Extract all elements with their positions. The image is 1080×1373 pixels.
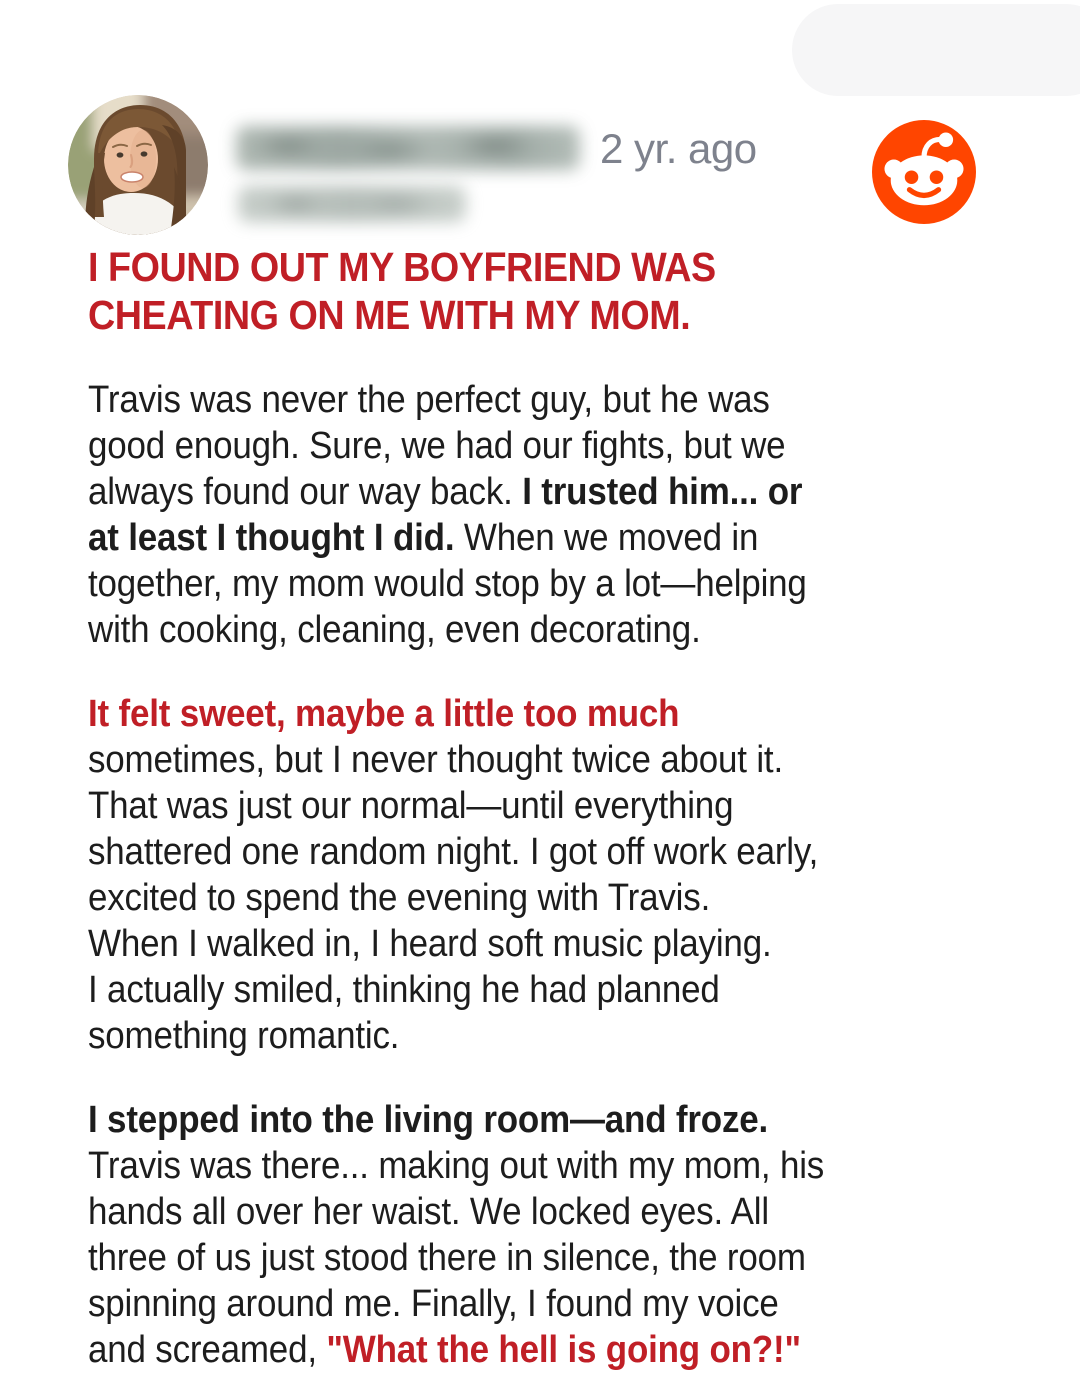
text-segment: spinning around me. Finally, I found my voice xyxy=(88,1283,779,1325)
text-segment-bold: I trusted him... or xyxy=(522,471,803,513)
text-segment: always found our way back. xyxy=(88,471,523,513)
post-content xyxy=(88,243,1080,1373)
text-line xyxy=(88,737,1080,783)
post-timestamp: 2 yr. ago xyxy=(600,125,757,172)
text-segment: something romantic. xyxy=(88,1015,400,1057)
text-segment: When we moved in xyxy=(454,517,759,559)
byline-blurred xyxy=(238,186,466,222)
text-segment: three of us just stood there in silence, the room xyxy=(88,1237,806,1279)
text-segment-bold: at least I thought I did. xyxy=(88,517,455,559)
title-line: CHEATING ON ME WITH MY MOM. xyxy=(88,292,691,338)
text-segment: shattered one random night. I got off work early, xyxy=(88,831,819,873)
text-line xyxy=(88,1189,1080,1235)
user-avatar-photo xyxy=(68,95,208,235)
text-segment: and screamed, xyxy=(88,1329,327,1371)
text-line xyxy=(88,423,1080,469)
text-line xyxy=(88,875,1080,921)
text-line xyxy=(88,1097,1080,1143)
text-segment: hands all over her waist. We locked eyes. All xyxy=(88,1191,769,1233)
text-segment: When I walked in, I heard soft music playing. xyxy=(88,923,772,965)
text-segment: good enough. Sure, we had our fights, but we xyxy=(88,425,786,467)
text-line xyxy=(88,607,1080,653)
text-segment-highlight: It felt sweet, maybe a little too much xyxy=(88,693,680,735)
text-line xyxy=(88,829,1080,875)
text-segment: I actually smiled, thinking he had planned xyxy=(88,969,720,1011)
text-line xyxy=(88,561,1080,607)
text-segment-bold: I stepped into the living room—and froze. xyxy=(88,1099,769,1141)
title-line: I FOUND OUT MY BOYFRIEND WAS xyxy=(88,244,716,290)
paragraph-1 xyxy=(88,377,1080,653)
text-line xyxy=(88,469,1080,515)
text-segment: excited to spend the evening with Travis. xyxy=(88,877,711,919)
reddit-logo[interactable] xyxy=(872,120,976,224)
text-segment: Travis was never the perfect guy, but he was xyxy=(88,379,770,421)
text-line xyxy=(88,377,1080,423)
paragraph-3 xyxy=(88,1097,1080,1373)
text-segment: Travis was there... making out with my mom, his xyxy=(88,1145,825,1187)
text-segment: That was just our normal—until everything xyxy=(88,785,734,827)
text-segment: together, my mom would stop by a lot—helping xyxy=(88,563,807,605)
text-segment: sometimes, but I never thought twice about it. xyxy=(88,739,783,781)
text-line xyxy=(88,1327,1080,1373)
text-line xyxy=(88,967,1080,1013)
text-line xyxy=(88,1235,1080,1281)
avatar[interactable] xyxy=(68,95,208,235)
text-segment-highlight: "What the hell is going on?!" xyxy=(326,1329,801,1371)
username-blurred xyxy=(236,126,580,170)
reddit-snoo-icon xyxy=(872,120,976,224)
text-line xyxy=(88,1143,1080,1189)
text-line xyxy=(88,921,1080,967)
text-line xyxy=(88,691,1080,737)
text-line xyxy=(88,1281,1080,1327)
paragraph-2 xyxy=(88,691,1080,1059)
text-line xyxy=(88,1013,1080,1059)
text-line xyxy=(88,515,1080,561)
text-line xyxy=(88,783,1080,829)
corner-rounded-card xyxy=(792,4,1080,96)
text-segment: with cooking, cleaning, even decorating. xyxy=(88,609,701,651)
post-title xyxy=(88,243,1080,339)
